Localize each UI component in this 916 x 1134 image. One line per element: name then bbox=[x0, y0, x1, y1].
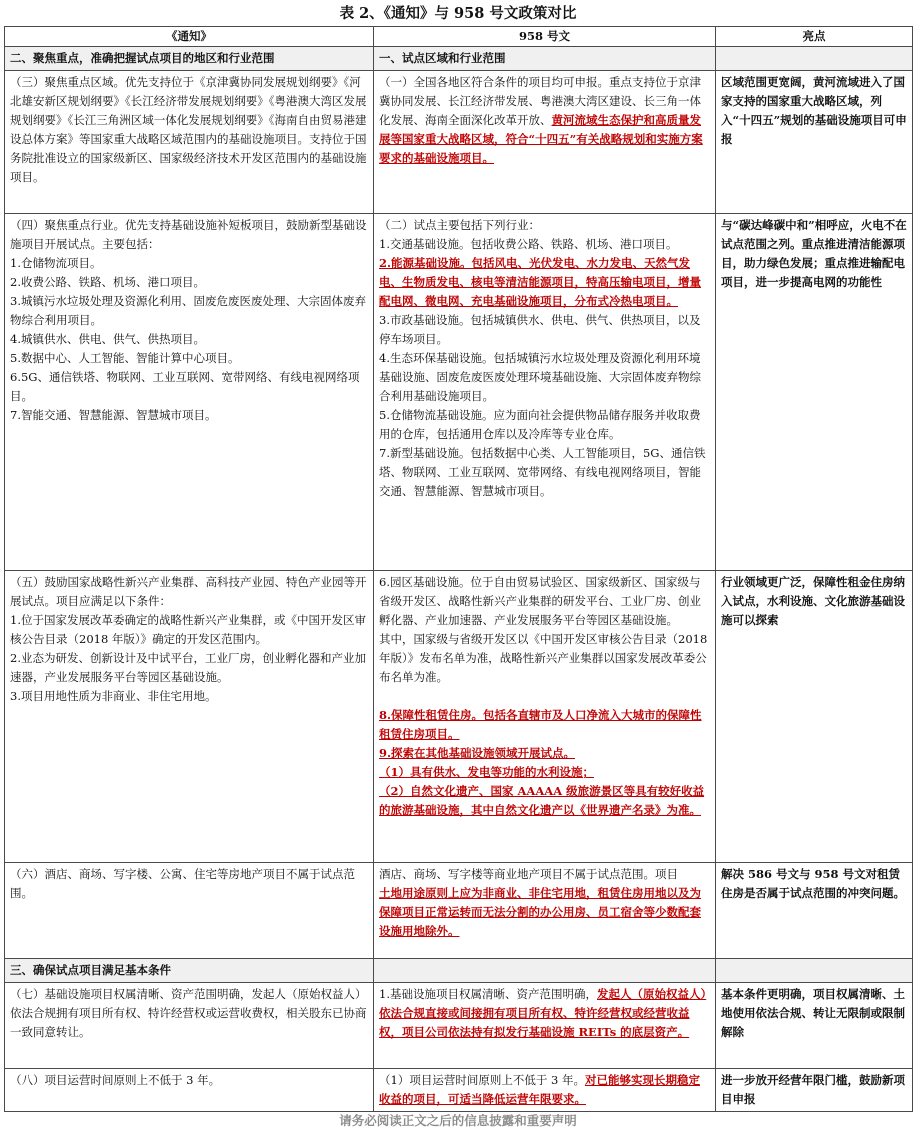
row1-mid-p1: （一）全国各地区符合条件的项目均可申报。重点支持位于京津冀协同发展、长江经济带发展、粤港澳大湾区建设、长三角一体化发展、海南全面深化改革开放、 bbox=[379, 75, 701, 127]
row3-left-p3: 2.业态为研发、创新设计及中试平台，工业厂房，创业孵化器和产业加速器，产业发展服务平台等园区基础设施。 bbox=[10, 651, 366, 684]
row2-left-p3: 2.收费公路、铁路、机场、港口项目。 bbox=[10, 275, 205, 289]
row6-left: （八）项目运营时间原则上不低于 3 年。 bbox=[5, 1069, 374, 1112]
row5-right: 基本条件更明确，项目权属清晰、土地使用依法合规、转让无限制或限制解除 bbox=[716, 983, 913, 1069]
row4-right: 解决 586 号文与 958 号文对租赁住房是否属于试点范围的冲突问题。 bbox=[716, 863, 913, 959]
row2-mid-p3: 2.能源基础设施。包括风电、光伏发电、水力发电、天然气发电、生物质发电、核电等清洁能源项目，特高压输电项目，增量配电网、微电网、充电基础设施项目，分布式冷热电项目。 bbox=[379, 256, 701, 308]
band1-mid: 一、试点区域和行业范围 bbox=[374, 47, 716, 71]
row6-mid-highlight: 对已能够实现长期稳定收益的项目，可适当降低运营年限要求。 bbox=[379, 1073, 700, 1106]
row3-right: 行业领域更广泛，保障性租金住房纳入试点，水利设施、文化旅游基础设施可以探索 bbox=[716, 571, 913, 863]
row6-right: 进一步放开经营年限门槛，鼓励新项目申报 bbox=[716, 1069, 913, 1112]
row2-left-p8: 7.智能交通、智慧能源、智慧城市项目。 bbox=[10, 408, 217, 422]
table-row bbox=[5, 983, 913, 1069]
policy-comparison-table bbox=[4, 26, 913, 1112]
row3-left-p2: 1.位于国家发展改革委确定的战略性新兴产业集群，或《中国开发区审核公告目录（2018 年版）》确定的开发区范围内。 bbox=[10, 613, 366, 646]
row2-right: 与“碳达峰碳中和”相呼应，火电不在试点范围之列。重点推进清洁能源项目，助力绿色发展；重点推进输配电项目，进一步提高电网的功能性 bbox=[716, 214, 913, 571]
band1-left: 二、聚焦重点，准确把握试点项目的地区和行业范围 bbox=[5, 47, 374, 71]
row5-left: （七）基础设施项目权属清晰、资产范围明确，发起人（原始权益人）依法合规拥有项目所有权、特许经营权或运营收费权，相关股东已协商一致同意转让。 bbox=[5, 983, 374, 1069]
section-band-1 bbox=[5, 47, 913, 71]
row3-mid-p6: （2）自然文化遗产、国家 AAAAA 级旅游景区等具有较好收益的旅游基础设施，其中自然文化遗产以《世界遗产名录》为准。 bbox=[379, 784, 705, 817]
header-highlight: 亮点 bbox=[716, 27, 913, 47]
row3-mid-spacer bbox=[379, 687, 710, 706]
row2-left bbox=[5, 214, 374, 571]
row2-mid bbox=[374, 214, 716, 571]
row3-mid-p3: 8.保障性租赁住房。包括各直辖市及人口净流入大城市的保障性租赁住房项目。 bbox=[379, 708, 702, 741]
band2-right bbox=[716, 959, 913, 983]
header-notice: 《通知》 bbox=[5, 27, 374, 47]
row2-mid-p7: 7.新型基础设施。包括数据中心类、人工智能项目，5G、通信铁塔、物联网、工业互联网、宽带网络、有线电视网络项目，智能交通、智慧能源、智慧城市项目。 bbox=[379, 446, 706, 498]
row1-left bbox=[5, 71, 374, 214]
row3-mid-p1: 6.园区基础设施。位于自由贸易试验区、国家级新区、国家级与省级开发区、战略性新兴产业集群的研发平台、工业厂房、创业孵化器、产业加速器、产业发展服务平台等园区基础设施。 bbox=[379, 575, 701, 627]
header-row bbox=[5, 27, 913, 47]
row3-mid-p2: 其中，国家级与省级开发区以《中国开发区审核公告目录（2018 年版）》发布名单为准，战略性新兴产业集群以国家发展改革委公布名单为准。 bbox=[379, 632, 708, 684]
table-row bbox=[5, 1069, 913, 1112]
header-958: 958 号文 bbox=[374, 27, 716, 47]
table-row bbox=[5, 71, 913, 214]
table-title bbox=[0, 4, 916, 24]
band1-right bbox=[716, 47, 913, 71]
row2-left-p7: 6.5G、通信铁塔、物联网、工业互联网、宽带网络、有线电视网络项目。 bbox=[10, 370, 360, 403]
row3-mid-p4: 9.探索在其他基础设施领域开展试点。 bbox=[379, 746, 576, 760]
band2-left: 三、确保试点项目满足基本条件 bbox=[5, 959, 374, 983]
row4-mid-p1: 酒店、商场、写字楼等商业地产项目不属于试点范围。项目 bbox=[379, 867, 678, 881]
row3-mid-p5: （1）具有供水、发电等功能的水利设施； bbox=[379, 765, 594, 779]
row2-mid-p5: 4.生态环保基础设施。包括城镇污水垃圾处理及资源化利用环境基础设施、固废危废医废处理环境基础设施、大宗固体废弃物综合利用基础设施项目。 bbox=[379, 351, 701, 403]
row2-mid-p2: 1.交通基础设施。包括收费公路、铁路、机场、港口项目。 bbox=[379, 237, 678, 251]
row3-mid bbox=[374, 571, 716, 863]
row5-mid-highlight: 发起人（原始权益人）依法合规直接或间接拥有项目所有权、特许经营权或经营收益权，项目公司依法持有拟发行基础设施 REITs 的底层资产。 bbox=[379, 987, 707, 1039]
row4-left-p1: （六）酒店、商场、写字楼、公寓、住宅等房地产项目不属于试点范围。 bbox=[10, 867, 355, 900]
table-row bbox=[5, 214, 913, 571]
row5-mid-plain: 1.基础设施项目权属清晰、资产范围明确， bbox=[379, 987, 597, 1001]
row2-left-p6: 5.数据中心、人工智能、智能计算中心项目。 bbox=[10, 351, 240, 365]
table-title-text: 表 2、《通知》与 958 号文政策对比 bbox=[339, 5, 577, 22]
row3-left-p4: 3.项目用地性质为非商业、非住宅用地。 bbox=[10, 689, 217, 703]
band2-mid bbox=[374, 959, 716, 983]
row2-left-p2: 1.仓储物流项目。 bbox=[10, 256, 102, 270]
row6-mid-plain: （1）项目运营时间原则上不低于 3 年。 bbox=[379, 1073, 585, 1087]
row4-mid bbox=[374, 863, 716, 959]
row6-mid bbox=[374, 1069, 716, 1112]
disclaimer-footer: 请务必阅读正文之后的信息披露和重要声明 bbox=[339, 1113, 577, 1128]
row5-mid bbox=[374, 983, 716, 1069]
row4-left bbox=[5, 863, 374, 959]
row2-mid-p1: （二）试点主要包括下列行业： bbox=[379, 218, 540, 232]
section-band-2 bbox=[5, 959, 913, 983]
row2-left-p1: （四）聚焦重点行业。优先支持基础设施补短板项目，鼓励新型基础设施项目开展试点。主要包括： bbox=[10, 218, 367, 251]
row1-mid bbox=[374, 71, 716, 214]
row1-left-p1: （三）聚焦重点区域。优先支持位于《京津冀协同发展规划纲要》《河北雄安新区规划纲要》《长江经济带发展规划纲要》《粤港澳大湾区发展规划纲要》《长江三角洲区域一体化发展规划纲要》《海南自由贸易港建设总体方案》等国家重大战略区域范围内的基础设施项目。支持位于国务院批准设立的国家级新区、国家级经济技术开发区范围内的基础设施项目。 bbox=[10, 75, 367, 184]
row4-mid-p2: 土地用途原则上应为非商业、非住宅用地，租赁住房用地以及为保障项目正常运转而无法分割的办公用房、员工宿舍等少数配套设施用地除外。 bbox=[379, 886, 701, 938]
table-row bbox=[5, 571, 913, 863]
row2-left-p4: 3.城镇污水垃圾处理及资源化利用、固废危废医废处理、大宗固体废弃物综合利用项目。 bbox=[10, 294, 366, 327]
row3-left-p1: （五）鼓励国家战略性新兴产业集群、高科技产业园、特色产业园等开展试点。项目应满足以下条件： bbox=[10, 575, 367, 608]
row1-right: 区域范围更宽阔，黄河流域进入了国家支持的国家重大战略区域，列入“十四五”规划的基础设施项目可申报 bbox=[716, 71, 913, 214]
table-row bbox=[5, 863, 913, 959]
row3-left bbox=[5, 571, 374, 863]
row2-mid-p4: 3.市政基础设施。包括城镇供水、供电、供气、供热项目，以及停车场项目。 bbox=[379, 313, 701, 346]
row2-left-p5: 4.城镇供水、供电、供气、供热项目。 bbox=[10, 332, 205, 346]
row1-mid-highlight: 黄河流域生态保护和高质量发展等国家重大战略区域，符合“十四五”有关战略规划和实施方案要求的基础设施项目。 bbox=[379, 113, 703, 165]
row2-mid-p6: 5.仓储物流基础设施。应为面向社会提供物品储存服务并收取费用的仓库，包括通用仓库以及冷库等专业仓库。 bbox=[379, 408, 701, 441]
